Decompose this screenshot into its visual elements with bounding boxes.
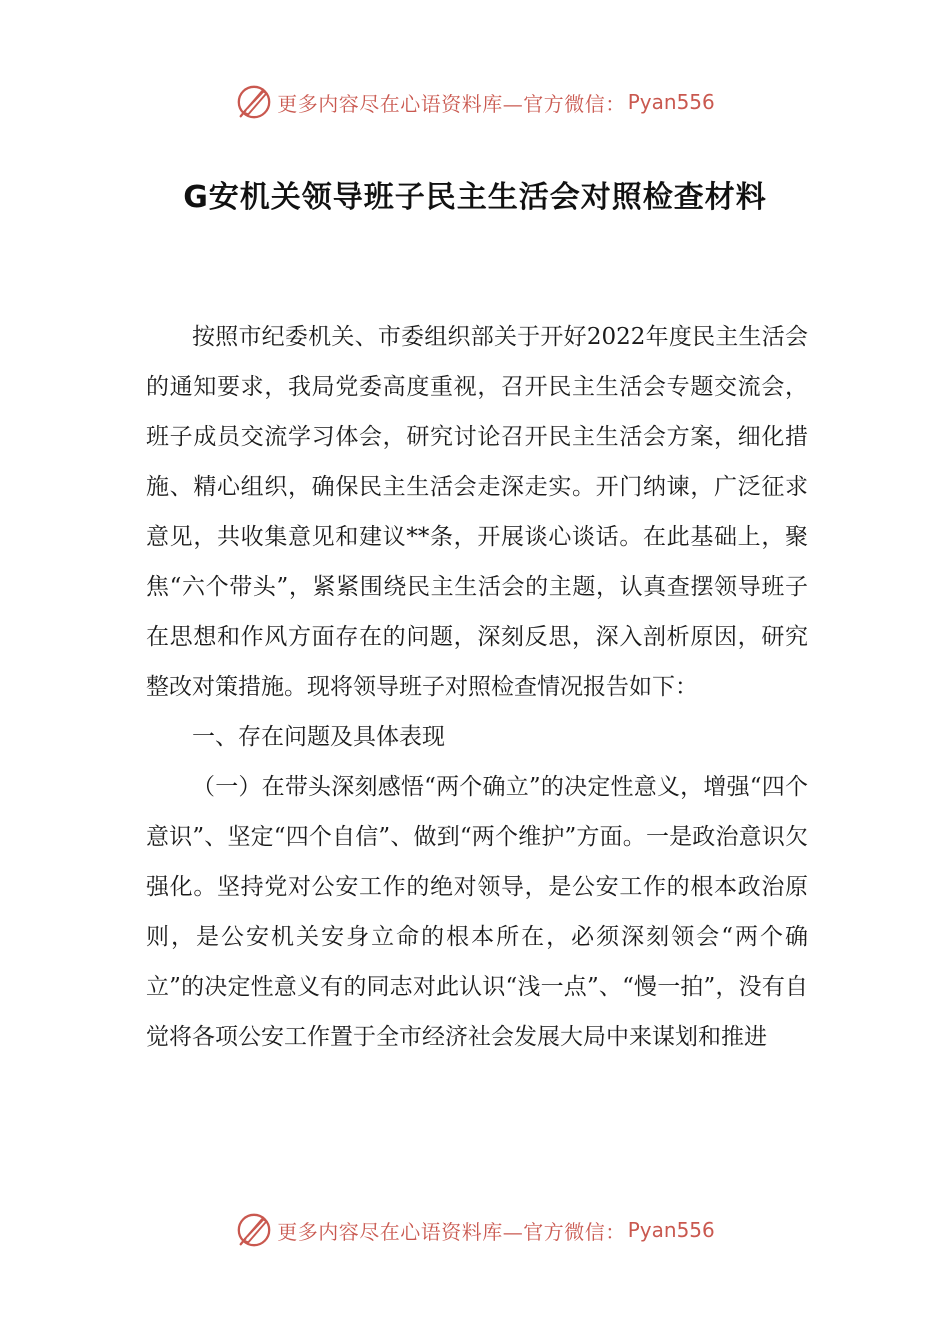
document-body <box>146 312 808 1062</box>
watermark-text: 更多内容尽在心语资料库—官方微信： <box>277 91 626 116</box>
quill-pen-logo-icon <box>235 83 273 121</box>
heading-section-1: 一、存在问题及具体表现 <box>192 724 445 750</box>
watermark-text: 更多内容尽在心语资料库—官方微信： <box>277 1219 626 1244</box>
paragraph-subsection-1: （一）在带头深刻感悟“两个确立”的决定性意义，增强“四个意识”、坚定“四个自信”、做到“两个维护”方面。一是政治意识欠强化。坚持党对公安工作的绝对领导，是公安工作的根本政治原则，是公安机关安身立命的根本所在，必须深刻领会“两个确立”的决定性意义有的同志对此认识“浅一点”、“慢一拍”，没有自觉将各项公安工作置于全市经济社会发展大局中来谋划和推进 <box>146 774 808 1050</box>
document-title: G安机关领导班子民主生活会对照检查材料 <box>183 180 767 215</box>
watermark-wechat-id: Pyan556 <box>627 90 715 114</box>
quill-pen-logo-icon <box>235 1211 273 1249</box>
watermark-footer <box>0 1208 950 1252</box>
watermark-header <box>0 80 950 124</box>
watermark-wechat-id: Pyan556 <box>627 1218 715 1242</box>
paragraph-intro: 按照市纪委机关、市委组织部关于开好2022年度民主生活会的通知要求，我局党委高度重视，召开民主生活会专题交流会，班子成员交流学习体会，研究讨论召开民主生活会方案，细化措施、精心组织，确保民主生活会走深走实。开门纳谏，广泛征求意见，共收集意见和建议**条，开展谈心谈话。在此基础上，聚焦“六个带头”，紧紧围绕民主生活会的主题，认真查摆领导班子在思想和作风方面存在的问题，深刻反思，深入剖析原因，研究整改对策措施。现将领导班子对照检查情况报告如下： <box>146 324 808 700</box>
